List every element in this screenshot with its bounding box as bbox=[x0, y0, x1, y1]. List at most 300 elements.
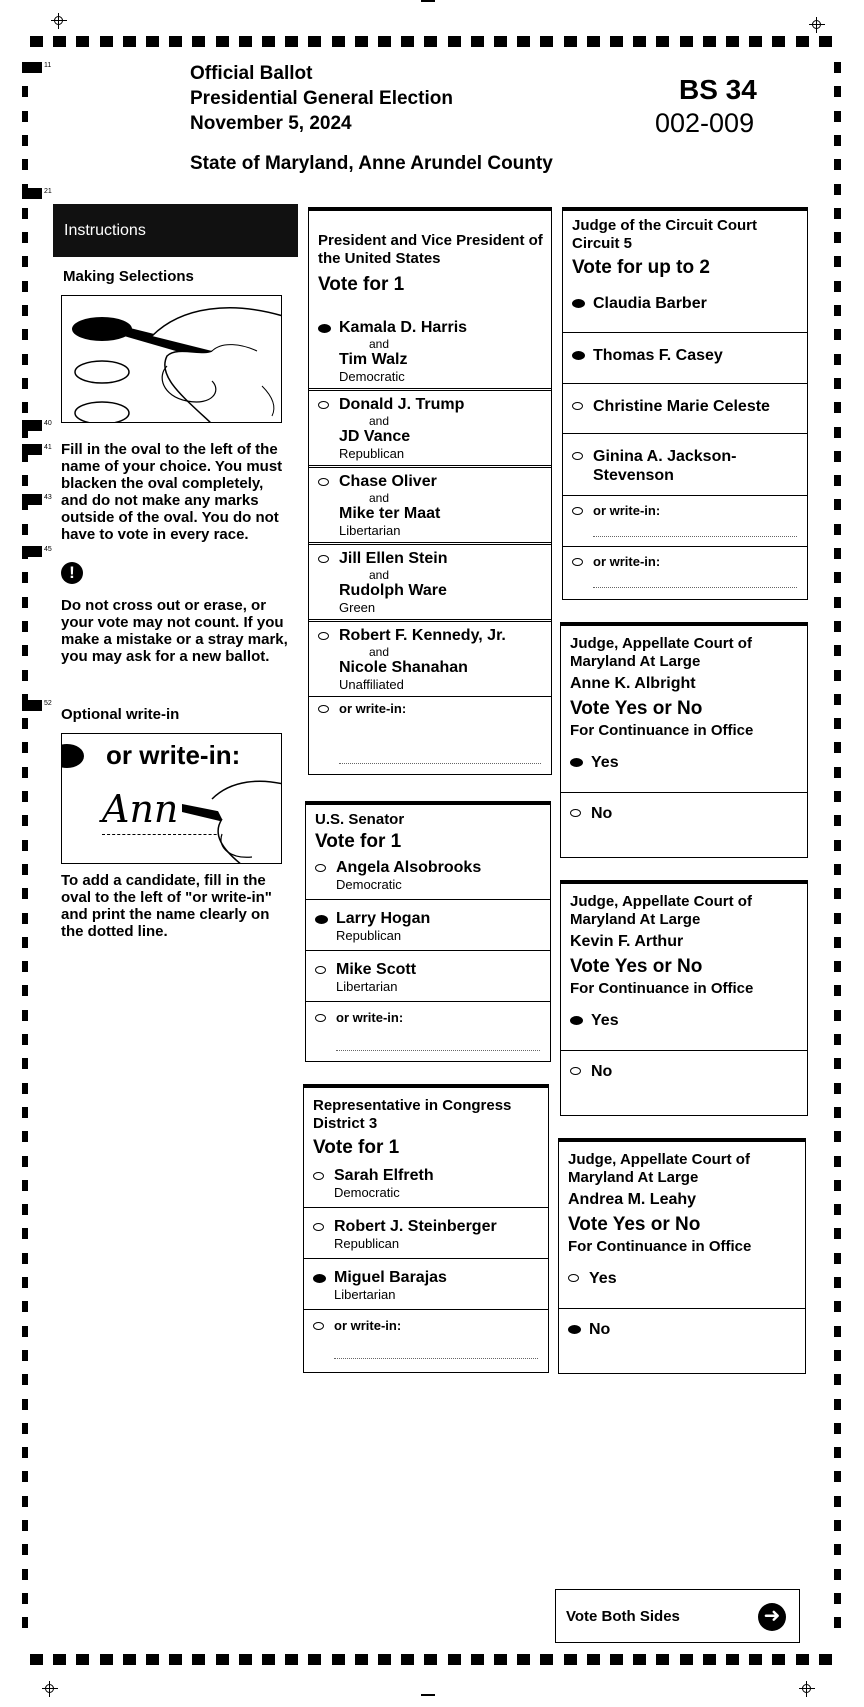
timing-mark bbox=[834, 767, 841, 778]
timing-mark bbox=[749, 1654, 762, 1665]
ballot-header bbox=[190, 61, 453, 136]
candidate-name: Chase Oliver bbox=[339, 473, 437, 490]
precinct-number: 002-009 bbox=[655, 108, 755, 138]
party-label: Democratic bbox=[336, 877, 402, 892]
timing-mark bbox=[22, 329, 28, 340]
row-timing-mark bbox=[22, 546, 42, 557]
candidate-name: Robert J. Steinberger bbox=[334, 1218, 497, 1235]
timing-mark bbox=[834, 1447, 841, 1458]
timing-mark bbox=[796, 36, 809, 47]
arrow-right-circle-icon: ➜ bbox=[758, 1603, 786, 1631]
contest-us-senator bbox=[305, 801, 551, 1062]
timing-mark bbox=[834, 548, 841, 559]
vote-oval[interactable] bbox=[570, 809, 581, 817]
timing-mark bbox=[22, 1326, 28, 1337]
vote-oval[interactable] bbox=[318, 705, 329, 713]
timing-mark bbox=[22, 767, 28, 778]
vote-oval[interactable] bbox=[318, 478, 329, 486]
vote-for-instruction: Vote for 1 bbox=[318, 274, 405, 295]
contest-congress bbox=[303, 1084, 549, 1373]
writein-line[interactable] bbox=[593, 536, 797, 537]
timing-mark bbox=[834, 1326, 841, 1337]
and-label: and bbox=[369, 414, 390, 428]
timing-mark bbox=[22, 985, 28, 996]
timing-mark bbox=[378, 1654, 391, 1665]
timing-mark bbox=[610, 36, 623, 47]
and-label: and bbox=[369, 645, 390, 659]
writein-label: or write-in: bbox=[593, 554, 661, 569]
timing-mark bbox=[633, 1654, 646, 1665]
timing-mark bbox=[834, 305, 841, 316]
candidate-divider bbox=[561, 1050, 807, 1051]
row-timing-mark bbox=[22, 444, 42, 455]
running-mate-name: Rudolph Ware bbox=[339, 582, 447, 599]
timing-mark bbox=[494, 1654, 507, 1665]
timing-mark bbox=[834, 1034, 841, 1045]
timing-mark bbox=[703, 36, 716, 47]
timing-mark bbox=[834, 1350, 841, 1361]
timing-mark bbox=[216, 36, 229, 47]
timing-mark bbox=[517, 1654, 530, 1665]
contest-appellate-leahy bbox=[558, 1138, 806, 1374]
candidate-name: Christine Marie Celeste bbox=[593, 398, 770, 415]
timing-mark bbox=[22, 1496, 28, 1507]
registration-crosshair-icon bbox=[809, 17, 825, 33]
candidate-name: Donald J. Trump bbox=[339, 396, 465, 413]
candidate-divider bbox=[563, 332, 807, 333]
judge-name: Anne K. Albright bbox=[570, 675, 696, 692]
judge-name: Andrea M. Leahy bbox=[568, 1191, 697, 1208]
timing-mark bbox=[834, 62, 841, 73]
timing-mark bbox=[834, 1617, 841, 1628]
row-timing-mark bbox=[22, 494, 42, 505]
timing-mark bbox=[22, 232, 28, 243]
running-mate-name: Mike ter Maat bbox=[339, 505, 441, 522]
timing-mark bbox=[834, 840, 841, 851]
registration-crosshair-icon bbox=[42, 1681, 58, 1697]
filled-vote-oval[interactable] bbox=[568, 1325, 581, 1334]
timing-mark bbox=[726, 36, 739, 47]
timing-mark bbox=[834, 159, 841, 170]
vote-oval[interactable] bbox=[572, 452, 583, 460]
timing-mark bbox=[22, 840, 28, 851]
timing-mark bbox=[22, 1204, 28, 1215]
filled-vote-oval[interactable] bbox=[570, 1016, 583, 1025]
timing-mark bbox=[680, 1654, 693, 1665]
candidate-name: Ginina A. Jackson-Stevenson bbox=[593, 448, 737, 484]
timing-mark bbox=[424, 36, 437, 47]
timing-mark bbox=[471, 36, 484, 47]
judge-name: Kevin F. Arthur bbox=[570, 933, 684, 950]
timing-mark bbox=[22, 888, 28, 899]
timing-mark bbox=[22, 1180, 28, 1191]
candidate-divider bbox=[563, 433, 807, 434]
timing-mark bbox=[308, 1654, 321, 1665]
candidate-divider bbox=[306, 899, 550, 900]
timing-mark bbox=[772, 1654, 785, 1665]
timing-mark bbox=[564, 1654, 577, 1665]
timing-mark bbox=[76, 36, 89, 47]
candidate-divider bbox=[306, 1001, 550, 1002]
timing-mark bbox=[22, 281, 28, 292]
timing-mark bbox=[834, 645, 841, 656]
candidate-name: Thomas F. Casey bbox=[593, 347, 723, 364]
timing-mark bbox=[834, 864, 841, 875]
timing-mark bbox=[633, 36, 646, 47]
and-label: and bbox=[369, 568, 390, 582]
party-label: Libertarian bbox=[336, 979, 398, 994]
vote-oval[interactable] bbox=[318, 555, 329, 563]
candidate-divider bbox=[309, 465, 551, 466]
timing-mark bbox=[517, 36, 530, 47]
writein-line[interactable] bbox=[593, 587, 797, 588]
filled-vote-oval[interactable] bbox=[315, 915, 328, 924]
timing-mark bbox=[834, 1253, 841, 1264]
continuance-label: For Continuance in Office bbox=[570, 980, 754, 997]
timing-mark bbox=[819, 1654, 832, 1665]
timing-mark bbox=[834, 1228, 841, 1239]
no-option: No bbox=[589, 1321, 611, 1338]
party-label: Unaffiliated bbox=[339, 677, 404, 692]
timing-mark bbox=[834, 1569, 841, 1580]
writein-line[interactable] bbox=[334, 1358, 538, 1359]
timing-mark bbox=[834, 499, 841, 510]
timing-mark bbox=[22, 524, 28, 535]
no-option: No bbox=[591, 805, 613, 822]
center-tick bbox=[421, 1694, 435, 1696]
optional-writein-heading: Optional write-in bbox=[61, 706, 180, 723]
row-number: 40 bbox=[44, 420, 52, 427]
fill-instructions: Fill in the oval to the left of the name of your choice. You must blacken the oval completely, and do not make any marks outside of the oval. You do not have to vote in every race. bbox=[61, 441, 283, 543]
jurisdiction: State of Maryland, Anne Arundel County bbox=[190, 153, 553, 174]
timing-mark bbox=[834, 402, 841, 413]
yes-option: Yes bbox=[591, 754, 619, 771]
vote-oval[interactable] bbox=[572, 558, 583, 566]
election-name: Presidential General Election bbox=[190, 88, 453, 109]
timing-mark bbox=[22, 378, 28, 389]
timing-mark bbox=[22, 402, 28, 413]
and-label: and bbox=[369, 491, 390, 505]
hand-writing-icon bbox=[182, 779, 282, 864]
ballot-style-code: BS 34 bbox=[679, 74, 757, 105]
timing-mark bbox=[834, 329, 841, 340]
vote-oval[interactable] bbox=[568, 1274, 579, 1282]
timing-mark bbox=[540, 1654, 553, 1665]
timing-mark bbox=[192, 36, 205, 47]
timing-mark bbox=[22, 354, 28, 365]
timing-mark bbox=[355, 1654, 368, 1665]
timing-mark bbox=[834, 1520, 841, 1531]
timing-mark bbox=[772, 36, 785, 47]
timing-mark bbox=[834, 742, 841, 753]
timing-mark bbox=[22, 1350, 28, 1361]
timing-mark bbox=[834, 184, 841, 195]
timing-mark bbox=[834, 791, 841, 802]
timing-mark bbox=[834, 111, 841, 122]
timing-mark bbox=[834, 888, 841, 899]
no-option: No bbox=[591, 1063, 613, 1080]
timing-mark bbox=[100, 36, 113, 47]
timing-mark bbox=[22, 1010, 28, 1021]
timing-mark bbox=[308, 36, 321, 47]
timing-mark bbox=[656, 1654, 669, 1665]
timing-mark bbox=[22, 1569, 28, 1580]
party-label: Libertarian bbox=[339, 523, 401, 538]
candidate-divider bbox=[563, 383, 807, 384]
timing-mark bbox=[146, 36, 159, 47]
candidate-divider bbox=[309, 388, 551, 389]
timing-mark bbox=[22, 111, 28, 122]
timing-mark bbox=[587, 36, 600, 47]
vote-yes-or-no: Vote Yes or No bbox=[570, 956, 703, 977]
timing-mark bbox=[834, 1180, 841, 1191]
candidate-divider bbox=[561, 792, 807, 793]
timing-mark bbox=[22, 1156, 28, 1167]
vote-oval[interactable] bbox=[318, 401, 329, 409]
party-label: Democratic bbox=[334, 1185, 400, 1200]
hand-marking-oval-icon bbox=[62, 296, 282, 423]
timing-mark bbox=[834, 1471, 841, 1482]
timing-mark bbox=[22, 159, 28, 170]
filled-vote-oval[interactable] bbox=[572, 351, 585, 360]
timing-mark bbox=[22, 1520, 28, 1531]
timing-mark bbox=[834, 1277, 841, 1288]
candidate-divider bbox=[304, 1258, 548, 1259]
running-mate-name: JD Vance bbox=[339, 428, 411, 445]
timing-mark bbox=[239, 36, 252, 47]
party-label: Green bbox=[339, 600, 376, 615]
contest-title: Judge, Appellate Court of Maryland At Large bbox=[570, 893, 752, 928]
timing-mark bbox=[834, 427, 841, 438]
vote-both-sides-label: Vote Both Sides bbox=[566, 1608, 680, 1625]
writein-example-name: Ann bbox=[102, 787, 179, 831]
candidate-name: Kamala D. Harris bbox=[339, 319, 468, 336]
filled-vote-oval[interactable] bbox=[570, 758, 583, 767]
vote-for-instruction: Vote for 1 bbox=[313, 1137, 400, 1158]
candidate-name: Mike Scott bbox=[336, 961, 417, 978]
party-label: Libertarian bbox=[334, 1287, 396, 1302]
timing-mark bbox=[22, 1301, 28, 1312]
timing-mark bbox=[610, 1654, 623, 1665]
candidate-name: Miguel Barajas bbox=[334, 1269, 447, 1286]
vote-oval[interactable] bbox=[313, 1172, 324, 1180]
timing-mark bbox=[22, 621, 28, 632]
timing-mark bbox=[834, 1131, 841, 1142]
vote-oval[interactable] bbox=[315, 864, 326, 872]
timing-mark bbox=[834, 232, 841, 243]
timing-mark bbox=[834, 985, 841, 996]
vote-oval[interactable] bbox=[572, 507, 583, 515]
continuance-label: For Continuance in Office bbox=[568, 1238, 752, 1255]
writein-illustration bbox=[61, 733, 282, 864]
timing-mark bbox=[22, 1277, 28, 1288]
timing-mark bbox=[834, 1156, 841, 1167]
timing-mark bbox=[834, 256, 841, 267]
writein-line[interactable] bbox=[336, 1050, 540, 1051]
timing-mark bbox=[22, 135, 28, 146]
vote-oval[interactable] bbox=[315, 966, 326, 974]
filled-vote-oval[interactable] bbox=[572, 299, 585, 308]
making-selections-heading: Making Selections bbox=[63, 268, 194, 285]
timing-mark bbox=[834, 475, 841, 486]
vote-oval[interactable] bbox=[313, 1322, 324, 1330]
vote-oval[interactable] bbox=[572, 402, 583, 410]
row-number: 43 bbox=[44, 494, 52, 501]
timing-mark bbox=[834, 1593, 841, 1604]
timing-mark bbox=[656, 36, 669, 47]
timing-mark bbox=[834, 1107, 841, 1118]
writein-line[interactable] bbox=[339, 763, 541, 764]
timing-mark bbox=[123, 1654, 136, 1665]
timing-mark bbox=[22, 1228, 28, 1239]
timing-mark bbox=[401, 1654, 414, 1665]
fill-oval-illustration bbox=[61, 295, 282, 423]
timing-mark bbox=[22, 1544, 28, 1555]
timing-mark bbox=[22, 1447, 28, 1458]
timing-mark bbox=[834, 354, 841, 365]
candidate-divider bbox=[309, 619, 551, 620]
timing-mark bbox=[22, 864, 28, 875]
row-timing-mark bbox=[22, 188, 42, 199]
timing-mark bbox=[355, 36, 368, 47]
vote-both-sides-box bbox=[555, 1589, 800, 1643]
timing-mark bbox=[22, 1593, 28, 1604]
vote-yes-or-no: Vote Yes or No bbox=[568, 1214, 701, 1235]
timing-mark bbox=[22, 305, 28, 316]
timing-mark bbox=[834, 135, 841, 146]
timing-mark bbox=[53, 1654, 66, 1665]
contest-title: Judge, Appellate Court of Maryland At Large bbox=[570, 635, 752, 670]
center-tick bbox=[421, 0, 435, 2]
timing-mark bbox=[834, 718, 841, 729]
timing-mark bbox=[471, 1654, 484, 1665]
timing-mark bbox=[332, 36, 345, 47]
timing-mark bbox=[834, 815, 841, 826]
timing-mark bbox=[834, 597, 841, 608]
timing-mark bbox=[22, 815, 28, 826]
yes-option: Yes bbox=[591, 1012, 619, 1029]
timing-mark bbox=[192, 1654, 205, 1665]
timing-mark bbox=[703, 1654, 716, 1665]
timing-mark bbox=[834, 1544, 841, 1555]
candidate-divider bbox=[563, 495, 807, 496]
vote-oval[interactable] bbox=[315, 1014, 326, 1022]
timing-mark bbox=[834, 378, 841, 389]
timing-mark bbox=[22, 791, 28, 802]
timing-mark bbox=[834, 1058, 841, 1069]
timing-mark bbox=[834, 1010, 841, 1021]
contest-appellate-albright bbox=[560, 622, 808, 858]
row-number: 21 bbox=[44, 188, 52, 195]
timing-mark bbox=[834, 281, 841, 292]
timing-mark bbox=[285, 36, 298, 47]
candidate-divider bbox=[563, 546, 807, 547]
timing-mark bbox=[22, 1617, 28, 1628]
timing-mark bbox=[494, 36, 507, 47]
ballot-title: Official Ballot bbox=[190, 63, 313, 84]
contest-circuit-court bbox=[562, 207, 808, 600]
timing-mark bbox=[22, 572, 28, 583]
vote-oval[interactable] bbox=[318, 632, 329, 640]
timing-mark bbox=[53, 36, 66, 47]
timing-mark bbox=[22, 913, 28, 924]
contest-title: Representative in Congress District 3 bbox=[313, 1097, 512, 1132]
contest-title: U.S. Senator bbox=[315, 811, 405, 828]
vote-oval[interactable] bbox=[313, 1223, 324, 1231]
vote-yes-or-no: Vote Yes or No bbox=[570, 698, 703, 719]
candidate-name: Sarah Elfreth bbox=[334, 1167, 434, 1184]
running-mate-name: Nicole Shanahan bbox=[339, 659, 468, 676]
filled-vote-oval[interactable] bbox=[313, 1274, 326, 1283]
timing-mark bbox=[749, 36, 762, 47]
timing-mark bbox=[262, 36, 275, 47]
timing-mark bbox=[22, 742, 28, 753]
timing-mark bbox=[587, 1654, 600, 1665]
contest-title: Judge of the Circuit Court Circuit 5 bbox=[572, 217, 757, 252]
timing-mark bbox=[22, 1253, 28, 1264]
timing-mark bbox=[22, 1083, 28, 1094]
timing-mark bbox=[22, 597, 28, 608]
candidate-divider bbox=[304, 1309, 548, 1310]
instructions-heading: Instructions bbox=[53, 204, 298, 257]
registration-crosshair-icon bbox=[51, 13, 67, 29]
timing-mark bbox=[834, 1399, 841, 1410]
timing-mark bbox=[834, 1083, 841, 1094]
timing-mark bbox=[285, 1654, 298, 1665]
continuance-label: For Continuance in Office bbox=[570, 722, 754, 739]
candidate-name: Larry Hogan bbox=[336, 910, 431, 927]
timing-mark bbox=[22, 1131, 28, 1142]
timing-mark bbox=[216, 1654, 229, 1665]
row-timing-mark bbox=[22, 700, 42, 711]
timing-mark bbox=[22, 645, 28, 656]
candidate-name: Angela Alsobrooks bbox=[336, 859, 482, 876]
timing-mark bbox=[834, 937, 841, 948]
candidate-divider bbox=[306, 950, 550, 951]
candidate-divider bbox=[309, 542, 551, 543]
timing-mark bbox=[448, 1654, 461, 1665]
yes-option: Yes bbox=[589, 1270, 617, 1287]
add-candidate-instructions: To add a candidate, fill in the oval to the left of "or write-in" and print the name clearly on the dotted line. bbox=[61, 872, 272, 940]
contest-title: President and Vice President of the United States bbox=[318, 232, 543, 267]
timing-mark bbox=[834, 524, 841, 535]
vote-oval[interactable] bbox=[570, 1067, 581, 1075]
writein-example-label: or write-in: bbox=[106, 740, 241, 770]
timing-mark bbox=[22, 718, 28, 729]
candidate-divider bbox=[309, 696, 551, 697]
timing-mark bbox=[22, 1423, 28, 1434]
timing-mark bbox=[564, 36, 577, 47]
candidate-divider bbox=[559, 1308, 805, 1309]
timing-mark bbox=[834, 1496, 841, 1507]
timing-mark bbox=[834, 961, 841, 972]
candidate-divider bbox=[304, 1207, 548, 1208]
timing-mark bbox=[834, 621, 841, 632]
filled-vote-oval[interactable] bbox=[318, 324, 331, 333]
party-label: Republican bbox=[334, 1236, 400, 1251]
timing-mark bbox=[22, 86, 28, 97]
warning-exclamation-icon: ! bbox=[61, 562, 83, 584]
timing-mark bbox=[22, 670, 28, 681]
candidate-name: Robert F. Kennedy, Jr. bbox=[339, 627, 506, 644]
timing-mark bbox=[30, 1654, 43, 1665]
timing-mark bbox=[834, 86, 841, 97]
candidate-name: Claudia Barber bbox=[593, 295, 707, 312]
timing-mark bbox=[834, 1204, 841, 1215]
party-label: Democratic bbox=[339, 369, 405, 384]
timing-mark bbox=[22, 1034, 28, 1045]
timing-mark bbox=[834, 451, 841, 462]
